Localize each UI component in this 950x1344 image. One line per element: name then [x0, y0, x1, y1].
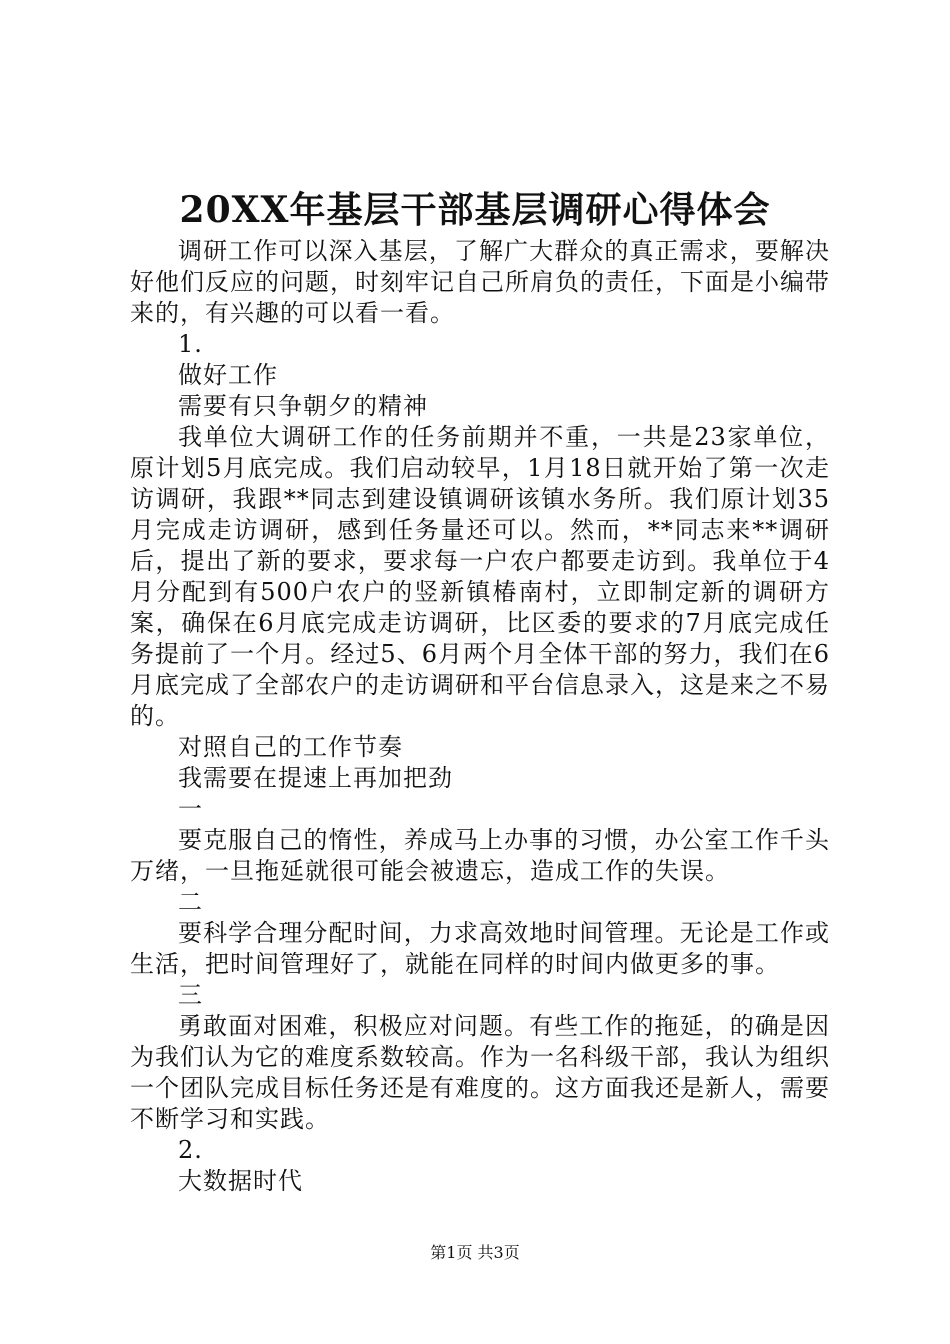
section-subheading: 需要有只争朝夕的精神: [178, 392, 428, 420]
page-footer: 第1页 共3页: [430, 1243, 520, 1262]
paragraph-point-2: 要科学合理分配时间，力求高效地时间管理。无论是工作或生活，把时间管理好了，就能在同样的时间内做更多的事。: [130, 919, 830, 978]
list-marker-3: 三: [178, 981, 203, 1009]
paragraph-point-1: 要克服自己的惰性，养成马上办事的习惯，办公室工作千头万绪，一旦拖延就很可能会被遗忘，造成工作的失误。: [130, 826, 830, 885]
section-number-2: 2.: [178, 1136, 203, 1164]
paragraph-point-3: 勇敢面对困难，积极应对问题。有些工作的拖延，的确是因为我们认为它的难度系数较高。作为一名科级干部，我认为组织一个团队完成目标任务还是有难度的。这方面我还是新人，需要不断学习和实践。: [130, 1012, 830, 1133]
section-number-1: 1.: [178, 330, 203, 358]
section-subheading: 我需要在提速上再加把劲: [178, 764, 453, 792]
section-heading: 做好工作: [178, 361, 278, 389]
document-title: 20XX年基层干部基层调研心得体会: [179, 189, 771, 231]
list-marker-2: 二: [178, 888, 203, 916]
paragraph-work-summary: 我单位大调研工作的任务前期并不重，一共是23家单位，原计划5月底完成。我们启动较早，1月18日就开始了第一次走访调研，我跟**同志到建设镇调研该镇水务所。我们原计划35月完成走访调研，感到任务量还可以。然而，**同志来**调研后，提出了新的要求，要求每一户农户都要走访到。我单位于4月分配到有500户农户的竖新镇椿南村，立即制定新的调研方案，确保在6月底完成走访调研，比区委的要求的7月底完成任务提前了一个月。经过5、6月两个月全体干部的努力，我们在6月底完成了全部农户的走访调研和平台信息录入，这是来之不易的。: [130, 423, 830, 730]
document-body: [130, 236, 830, 1197]
list-marker-1: 一: [178, 795, 203, 823]
section-heading: 大数据时代: [178, 1167, 303, 1195]
section-heading: 对照自己的工作节奏: [178, 733, 403, 761]
paragraph-intro: 调研工作可以深入基层，了解广大群众的真正需求，要解决好他们反应的问题，时刻牢记自己所肩负的责任，下面是小编带来的，有兴趣的可以看一看。: [130, 237, 830, 327]
